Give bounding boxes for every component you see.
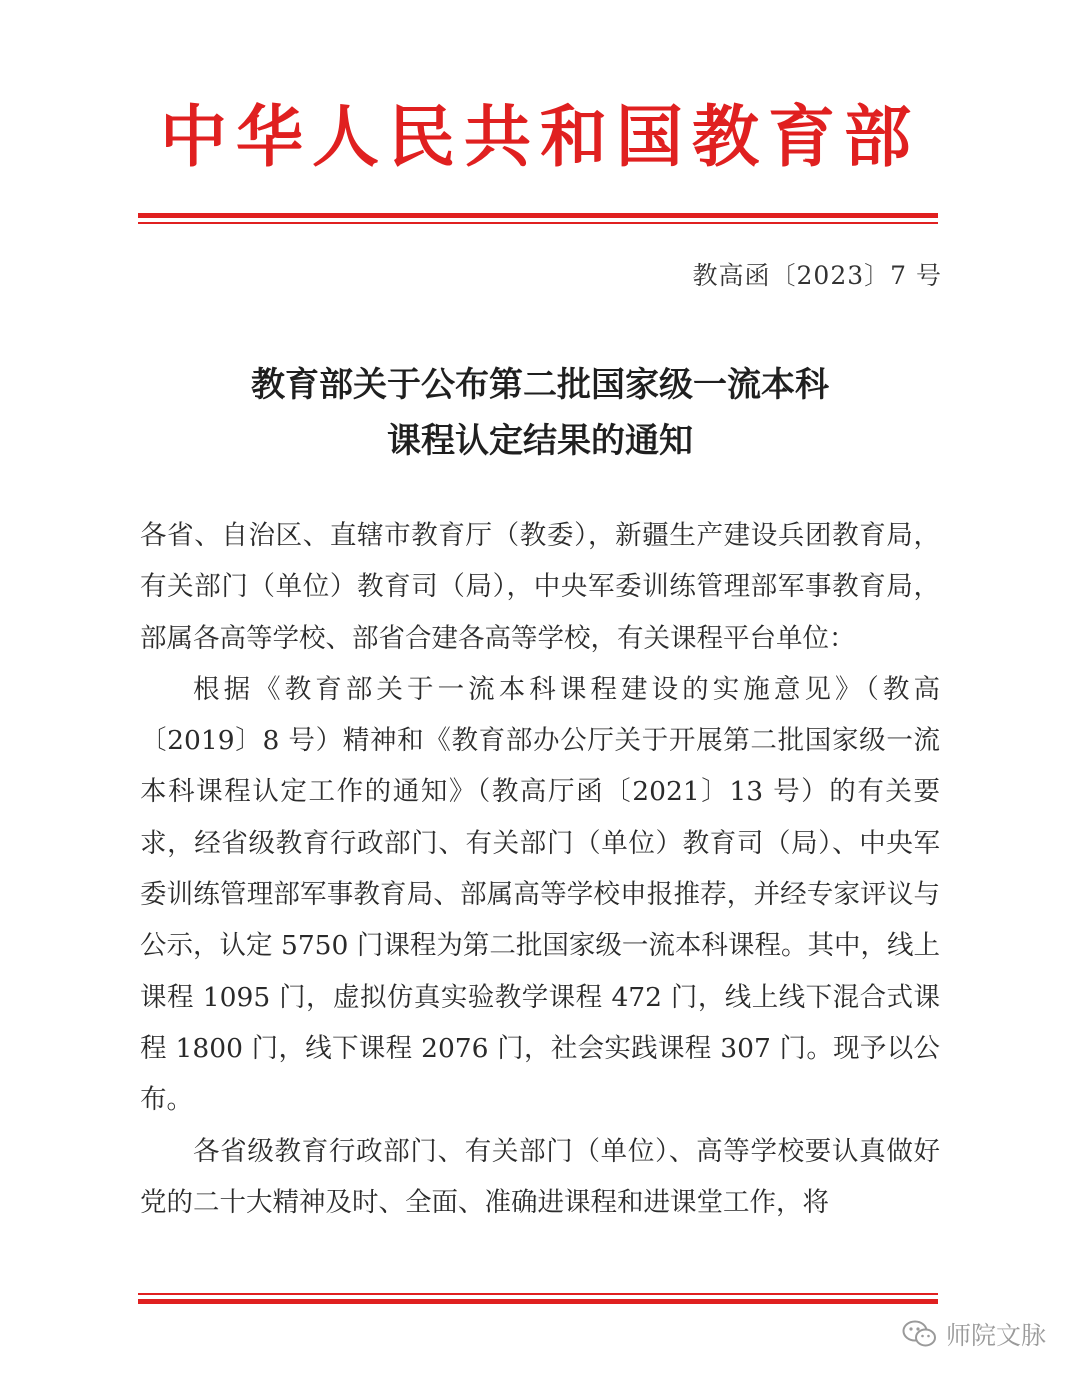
watermark-text: 师院文脉: [945, 1321, 1046, 1350]
body-paragraph-2: 各省级教育行政部门、有关部门（单位）、高等学校要认真做好党的二十大精神及时、全面、准确进课程和进课堂工作，将: [140, 1135, 940, 1218]
header-rule-thin: [138, 222, 938, 224]
header-rule-thick: [138, 213, 938, 218]
document-body: [140, 510, 940, 1228]
addressee-paragraph: 各省、自治区、直辖市教育厅（教委），新疆生产建设兵团教育局，有关部门（单位）教育司（局），中央军委训练管理部军事教育局，部属各高等学校、部省合建各高等学校，有关课程平台单位：: [140, 520, 940, 654]
document-number: 教高函〔2023〕7 号: [692, 261, 942, 290]
ministry-header: 中华人民共和国教育部: [160, 98, 920, 176]
wechat-icon: [902, 1319, 938, 1349]
document-title-line-2: 课程认定结果的通知: [387, 421, 693, 461]
footer-rule-thick: [138, 1299, 938, 1304]
body-paragraph-1: 根据《教育部关于一流本科课程建设的实施意见》（教高〔2019〕8 号）精神和《教育部办公厅关于开展第二批国家级一流本科课程认定工作的通知》（教高厅函〔2021〕13 号）的有关要求，经省级教育行政部门、有关部门（单位）教育司（局）、中央军委训练管理部军事教育局、部属高等学校申报推荐，并经专家评议与公示，认定 5750 门课程为第二批国家级一流本科课程。其中，线上课程 1095 门，虚拟仿真实验教学课程 472 门，线上线下混合式课程 1800 门，线下课程 2076 门，社会实践课程 307 门。现予以公布。: [140, 673, 940, 1116]
wechat-watermark: [902, 1316, 1046, 1352]
document-title-line-1: 教育部关于公布第二批国家级一流本科: [251, 365, 829, 405]
footer-rule-thin: [138, 1293, 938, 1295]
document-title: [100, 357, 980, 469]
